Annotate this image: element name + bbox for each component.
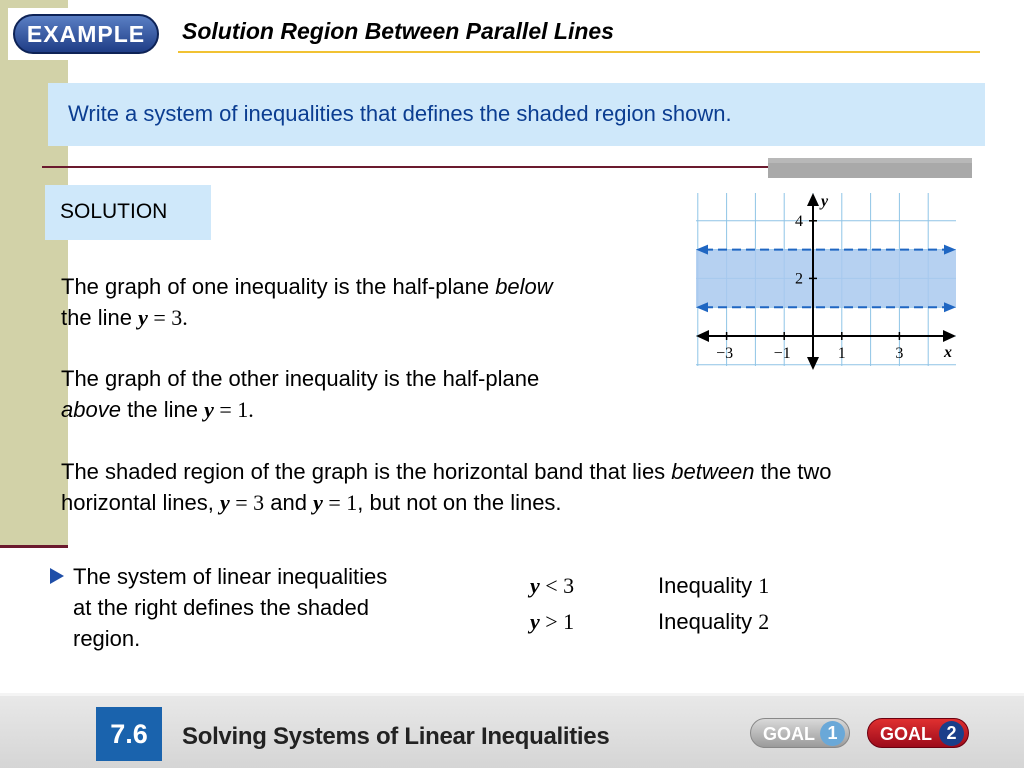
inequality-1-number: 1: [758, 573, 770, 598]
shaded-region: [696, 250, 956, 308]
x-tick-label: −1: [773, 345, 791, 362]
p3-var-2: y: [313, 490, 323, 515]
x-tick-label: −3: [716, 345, 734, 362]
goal-2-button[interactable]: [867, 718, 969, 748]
page-title: Solution Region Between Parallel Lines: [182, 18, 614, 44]
footer-top-line: [0, 693, 1024, 696]
solution-label: SOLUTION: [60, 200, 168, 223]
goal-1-button[interactable]: [750, 718, 850, 748]
paragraph-2: [61, 363, 661, 425]
p3-eq-1: = 3: [229, 490, 265, 515]
goal-1-label: GOAL: [763, 724, 815, 744]
inequality-2: [530, 609, 574, 635]
p3-text-c: horizontal lines,: [61, 490, 220, 515]
inequality-2-number: 2: [758, 609, 770, 634]
p1-text-b: the line: [61, 305, 139, 330]
inequality-2-var: y: [530, 609, 540, 634]
solution-label-box: [45, 185, 211, 240]
p3-var-1: y: [219, 490, 230, 515]
paragraph-3: [61, 456, 1001, 518]
section-title: Solving Systems of Linear Inequalities: [182, 723, 610, 750]
p2-text-a: The graph of the other inequality is the half-plane: [61, 366, 540, 391]
goal-2-label: GOAL: [880, 724, 932, 744]
section-divider: [42, 166, 770, 168]
inequality-2-label: [658, 609, 769, 635]
y-axis-label: y: [821, 193, 829, 210]
section-number[interactable]: 7.6: [96, 707, 162, 761]
p3-text-d: , but not on the lines.: [357, 490, 562, 515]
inequality-2-label-text: Inequality: [658, 609, 759, 634]
p1-emphasis: below: [495, 274, 553, 299]
p3-eq-2: = 1: [322, 490, 358, 515]
inequality-1-label: [658, 573, 769, 599]
example-badge: EXAMPLE: [13, 14, 159, 54]
divider-bar: [768, 158, 972, 178]
p2-text-b: the line: [120, 397, 205, 422]
goal-2-number: 2: [939, 721, 964, 746]
problem-box: [48, 83, 985, 146]
sidebar-divider: [0, 545, 68, 548]
p2-var: y: [204, 397, 214, 422]
triangle-bullet-icon: [50, 568, 64, 584]
footer-bar: [0, 693, 1024, 768]
x-axis-label: x: [944, 344, 952, 361]
inequality-2-relation: > 1: [539, 609, 575, 634]
x-tick-label: 3: [895, 345, 904, 362]
problem-text: Write a system of inequalities that defines the shaded region shown.: [68, 101, 732, 126]
p1-eq: = 3.: [147, 305, 188, 330]
paragraph-1: [61, 271, 661, 333]
inequality-1: [530, 573, 574, 599]
inequality-1-var: y: [530, 573, 540, 598]
p2-eq: = 1.: [213, 397, 254, 422]
inequality-1-label-text: Inequality: [658, 573, 759, 598]
conclusion-text: The system of linear inequalities at the right defines the shaded region.: [73, 564, 388, 651]
y-tick-label: 2: [795, 270, 803, 288]
p3-and: and: [264, 490, 314, 515]
coordinate-graph: [686, 190, 960, 380]
p3-text-b: the two: [754, 459, 832, 484]
title-underline: [178, 51, 980, 53]
p1-text-a: The graph of one inequality is the half-plane: [61, 274, 496, 299]
p3-emphasis: between: [671, 459, 755, 484]
inequality-1-relation: < 3: [539, 573, 575, 598]
p2-emphasis: above: [61, 397, 121, 422]
x-tick-label: 1: [837, 345, 846, 362]
p3-text-a: The shaded region of the graph is the horizontal band that lies: [61, 459, 672, 484]
p1-var: y: [138, 305, 148, 330]
y-tick-label: 4: [795, 212, 803, 230]
goal-1-number: 1: [820, 721, 845, 746]
example-badge-area: [8, 8, 164, 60]
